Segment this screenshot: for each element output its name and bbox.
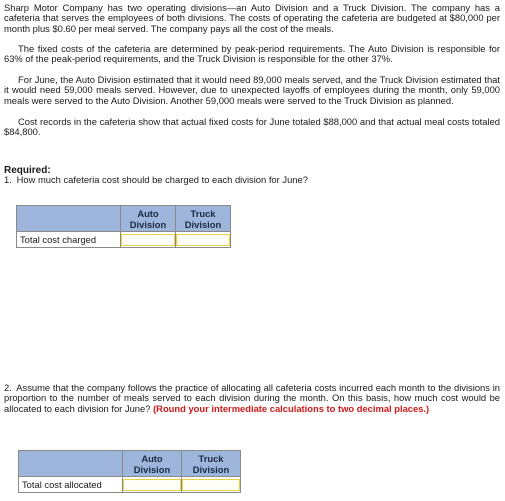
auto-cost-allocated-input[interactable]: [123, 479, 181, 491]
truck-cost-allocated-input[interactable]: [182, 479, 240, 491]
problem-paragraph-4: Cost records in the cafeteria show that actual fixed costs for June totaled $88,000 and that actual meal costs totaled $84,800.: [4, 116, 500, 138]
table-2-truck-cell: [182, 477, 241, 493]
problem-paragraph-1: Sharp Motor Company has two operating divisions—an Auto Division and a Truck Division. The company has a cafeteria that serves the employees of both divisions. The costs of operating the cafeteria are budgeted at $80,000 per month plus $0.60 per meal served. The company pays all the cost of the meals.: [4, 2, 500, 34]
answer-table-1: [16, 205, 231, 248]
problem-paragraph-2: The fixed costs of the cafeteria are determined by peak-period requirements. The Auto Division is responsible for 63% of the peak-period requirements, and the Truck Division is responsible for the other 37%.: [4, 43, 500, 65]
table-2-header-truck: Truck Division: [182, 451, 241, 477]
problem-paragraph-3: For June, the Auto Division estimated that it would need 89,000 meals served, and the Truck Division estimated that it would need 59,000 meals served. However, due to unexpected layoffs of employees during the month, only 59,000 meals were served to the Auto Division. Another 59,000 meals were served to the Truck Division as planned.: [4, 74, 500, 106]
table-1-header-blank: [17, 206, 121, 232]
table-2-header-auto: Auto Division: [123, 451, 182, 477]
table-2-auto-cell: [123, 477, 182, 493]
table-1-header-auto: Auto Division: [121, 206, 176, 232]
table-1-header-truck: Truck Division: [176, 206, 231, 232]
table-2-row-label: Total cost allocated: [19, 477, 123, 493]
question-1-number: 1.: [4, 174, 12, 185]
question-2-text: Assume that the company follows the practice of allocating all cafeteria costs incurred each month to the divisions in proportion to the number of meals served to each division during the month. On this basis, how much cost would be allocated to each division for June?: [4, 382, 500, 414]
table-1-row-label: Total cost charged: [17, 232, 121, 248]
required-heading: Required:: [4, 165, 51, 176]
table-1-truck-cell: [176, 232, 231, 248]
table-1-auto-cell: [121, 232, 176, 248]
question-2-rounding-note: (Round your intermediate calculations to two decimal places.): [153, 402, 430, 414]
question-2-number: 2.: [4, 382, 12, 393]
auto-cost-charged-input[interactable]: [121, 234, 175, 246]
question-1-text: How much cafeteria cost should be charged to each division for June?: [16, 174, 308, 185]
truck-cost-charged-input[interactable]: [176, 234, 230, 246]
table-2-header-blank: [19, 451, 123, 477]
question-1: [4, 175, 500, 185]
answer-table-2: [18, 450, 241, 493]
question-2: [4, 383, 500, 414]
